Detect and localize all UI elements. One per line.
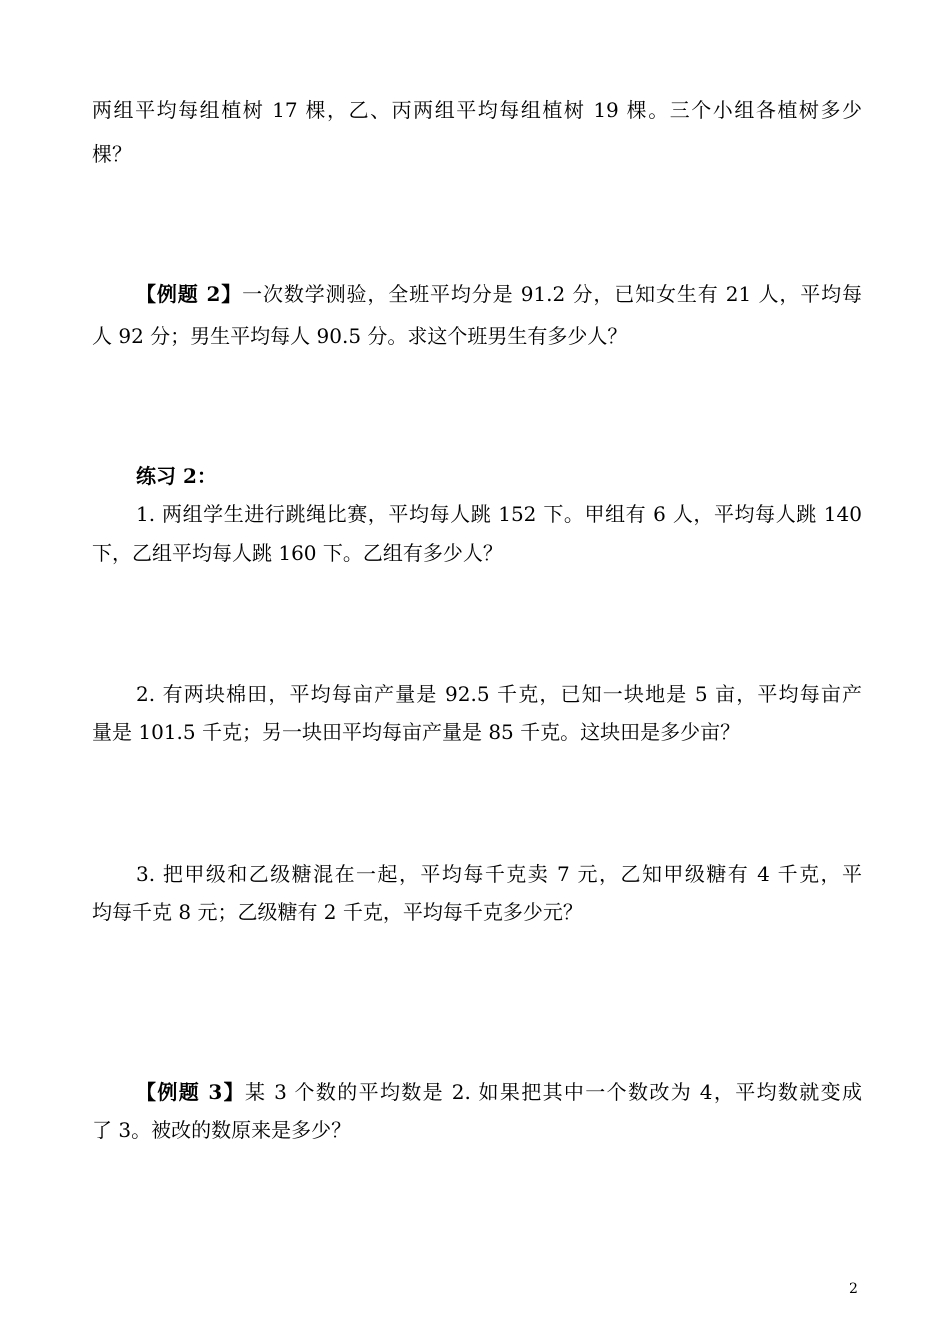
example-3-line-2: 了 3。被改的数原来是多少？ [92, 1118, 352, 1142]
practice-2-question-1-line-2: 下，乙组平均每人跳 160 下。乙组有多少人？ [92, 541, 503, 565]
practice-2-question-3-line-1: 3. 把甲级和乙级糖混在一起，平均每千克卖 7 元，乙知甲级糖有 4 千克，平 [136, 862, 862, 886]
example-3-text: 某 3 个数的平均数是 2. 如果把其中一个数改为 4，平均数就变成 [245, 1080, 862, 1104]
continuation-line-1: 两组平均每组植树 17 棵，乙、丙两组平均每组植树 19 棵。三个小组各植树多少 [92, 98, 862, 122]
example-2-line-2: 人 92 分；男生平均每人 90.5 分。求这个班男生有多少人？ [92, 324, 628, 348]
practice-2-question-2-line-2: 量是 101.5 千克；另一块田平均每亩产量是 85 千克。这块田是多少亩？ [92, 720, 741, 744]
practice-2-heading: 练习 2： [136, 464, 217, 488]
example-3-line-1 [136, 1079, 862, 1105]
example-2-label: 【例题 2】 [136, 282, 243, 306]
example-2-line-1 [136, 281, 862, 307]
practice-2-question-2-line-1: 2. 有两块棉田，平均每亩产量是 92.5 千克，已知一块地是 5 亩，平均每亩产 [136, 682, 862, 706]
example-2-text: 一次数学测验，全班平均分是 91.2 分，已知女生有 21 人，平均每 [242, 282, 862, 306]
continuation-line-2: 棵？ [92, 142, 132, 166]
page-number: 2 [849, 1281, 858, 1297]
practice-2-question-3-line-2: 均每千克 8 元；乙级糖有 2 千克，平均每千克多少元？ [92, 900, 583, 924]
example-3-label: 【例题 3】 [136, 1080, 246, 1104]
practice-2-question-1-line-1: 1. 两组学生进行跳绳比赛，平均每人跳 152 下。甲组有 6 人，平均每人跳 140 [136, 502, 862, 526]
